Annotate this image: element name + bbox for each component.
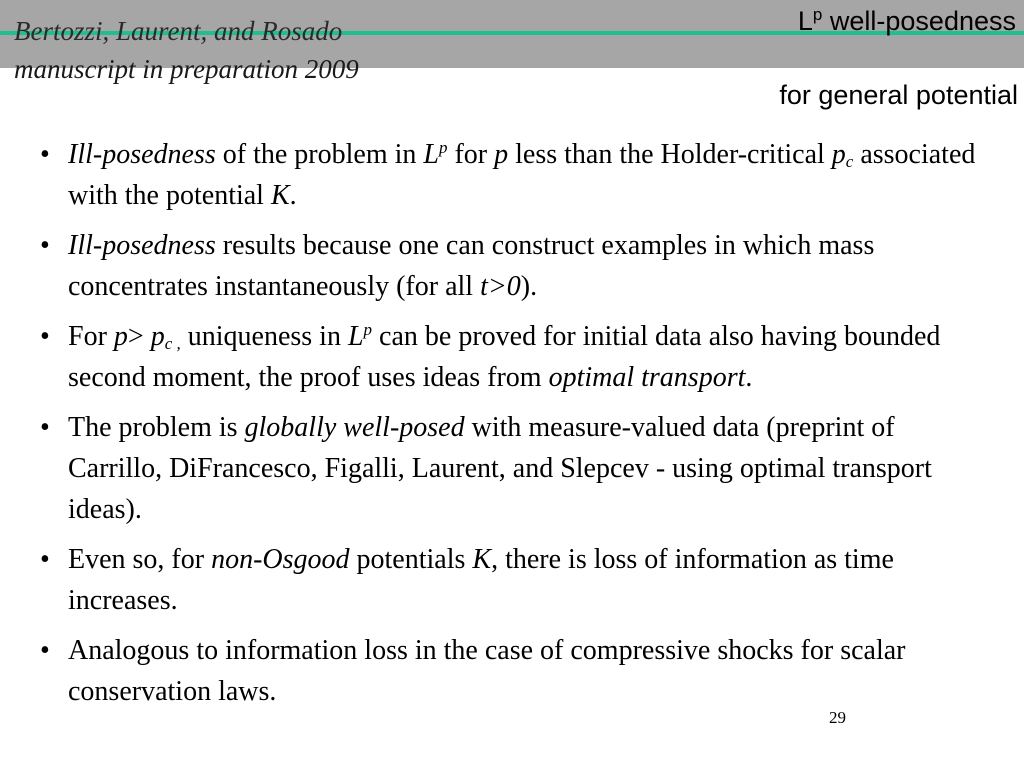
- math-p: p: [494, 139, 509, 170]
- text: , there is loss of information as time increases.: [68, 544, 894, 616]
- math-L: L: [423, 139, 439, 170]
- bullet-item-2: [40, 225, 985, 307]
- math-pc: p: [831, 139, 846, 170]
- math-t-gt-0: t>0: [480, 271, 521, 302]
- text: Even so, for: [68, 544, 212, 575]
- bullet-item-3: [40, 316, 985, 398]
- bullet-item-4: [40, 407, 985, 530]
- text: For: [68, 321, 114, 352]
- text: .: [289, 180, 297, 211]
- math-c-sub: c: [845, 152, 854, 171]
- text: ).: [520, 271, 538, 302]
- bullet-list: [40, 134, 985, 721]
- math-gt: >: [127, 321, 151, 352]
- bullet-item-6: [40, 630, 985, 712]
- text: of the problem in: [215, 139, 424, 170]
- text: uniqueness in: [180, 321, 348, 352]
- emphasis-ill-posedness: Ill-posedness: [68, 230, 216, 261]
- text: can be proved for initial data also having bounded second moment, the proof uses ideas from: [68, 321, 941, 393]
- bullet-dot: •: [40, 635, 50, 666]
- math-K: K: [472, 544, 492, 575]
- title-sup: p: [812, 5, 823, 24]
- title-base: L: [797, 6, 813, 36]
- title-rest: well-posedness: [822, 6, 1016, 36]
- slide-title: [798, 4, 1016, 38]
- math-K: K: [270, 180, 290, 211]
- emphasis-non-osgood: non-Osgood: [211, 544, 350, 575]
- bullet-item-5: [40, 539, 985, 621]
- text: with measure-valued data (preprint of Carrillo, DiFrancesco, Figalli, Laurent, and Slepcev - using optimal transport ideas).: [68, 412, 932, 525]
- bullet-dot: •: [40, 139, 50, 170]
- text: less than the Holder-critical: [508, 139, 832, 170]
- bullet-dot: •: [40, 412, 50, 443]
- text: for: [447, 139, 495, 170]
- emphasis-ill-posedness: Ill-posedness: [68, 139, 216, 170]
- text: results because one can construct examples in which mass concentrates instantaneously (for all: [68, 230, 875, 302]
- text: Analogous to information loss in the case of compressive shocks for scalar conservation laws.: [68, 635, 906, 707]
- bullet-item-1: [40, 134, 985, 216]
- text: potentials: [349, 544, 473, 575]
- text: The problem is: [68, 412, 245, 443]
- emphasis-optimal-transport: optimal transport: [548, 362, 746, 393]
- slide-subtitle: for general potential: [779, 80, 1018, 110]
- math-pc: p: [150, 321, 165, 352]
- bullet-dot: •: [40, 321, 50, 352]
- citation-line-2: manuscript in preparation 2009: [14, 54, 359, 84]
- emphasis-globally-well-posed: globally well-posed: [244, 412, 465, 443]
- math-L: L: [347, 321, 364, 352]
- text: associated with the potential: [68, 139, 976, 211]
- page-number: 29: [829, 708, 846, 727]
- math-p-sup: p: [438, 138, 448, 157]
- math-p: p: [113, 321, 128, 352]
- math-c-sub: c ,: [164, 334, 181, 353]
- bullet-dot: •: [40, 230, 50, 261]
- citation: [14, 12, 359, 88]
- math-p-sup: p: [363, 320, 373, 339]
- citation-line-1: Bertozzi, Laurent, and Rosado: [14, 16, 343, 46]
- text: .: [745, 362, 753, 393]
- bullet-dot: •: [40, 544, 50, 575]
